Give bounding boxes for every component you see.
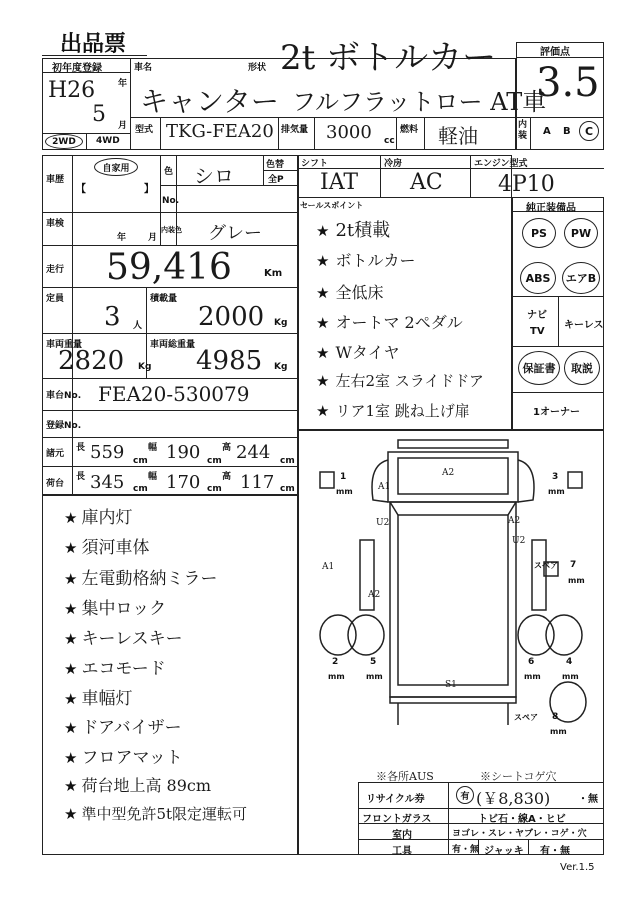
feature-item: ★ 集中ロック [64,599,167,619]
reg-month: 5 [92,102,106,127]
interior-grade-b: B [563,126,571,137]
dim-height: 244 [236,442,271,463]
equip-warranty: 保証書 [518,351,560,385]
equip-airbag: エアB [562,262,600,294]
model: TKG-FEA20 [166,121,274,142]
equipment-title: 純正装備品 [526,203,576,214]
body-color: シロ [194,164,234,188]
use-type: 自家用 [94,158,138,176]
feature-item: ★ 庫内灯 [64,508,133,528]
note-seat-burn: ※シートコゲ穴 [480,770,557,783]
cargo-width: 170 [166,472,201,493]
spare-label-1: スペア [534,561,558,570]
version: Ver.1.5 [560,862,595,873]
dim-width: 190 [166,442,201,463]
mark-a2-top: A2 [442,468,455,478]
first-reg-label: 初年度登録 [52,63,102,74]
chassis-number: FEA20-530079 [98,382,250,406]
mark-a1-side: A1 [322,562,335,572]
fuel: 軽油 [438,124,478,148]
feature-item: ★ 荷台地上高 89cm [64,776,212,795]
feature-item: ★ 準中型免許5t限定運転可 [64,805,248,823]
cargo-length: 345 [90,472,125,493]
equip-pw: PW [564,218,598,248]
interior-color: グレー [208,223,262,244]
tire-label-7: 7 [570,560,577,570]
tire-label-8: 8 [552,712,559,722]
sales-point-item: ★ 2t積載 [316,220,391,241]
equip-manual: 取説 [564,351,600,385]
shift: IAT [320,170,359,195]
interior-grade-a: A [543,126,551,137]
gross-weight: 4985 [196,346,263,376]
rating-value: 3.5 [536,60,600,106]
interior-grade-c: C [579,121,599,141]
rating-label: 評価点 [540,47,570,58]
sales-point-item: ★ 左右2室 スライドドア [316,372,484,390]
tire-label-2: 2 [332,657,339,667]
mark-a2-left: A2 [368,590,381,600]
feature-item: ★ キーレスキー [64,629,183,649]
feature-item: ★ 左電動格納ミラー [64,569,218,589]
sales-point-item: ★ ボトルカー [316,251,416,270]
tire-label-3: 3 [552,472,559,482]
displacement: 3000 [326,122,372,143]
mileage: 59,416 [106,247,232,288]
capacity: 3 [104,302,121,332]
mark-s1: S1 [445,680,457,690]
drive-2wd: 2WD [45,134,83,149]
mark-a2-right: A2 [508,516,521,526]
feature-item: ★ 須河車体 [64,538,150,558]
car-name: キャンター [140,85,279,118]
engine-model: 4P10 [498,172,555,197]
recycle-yes: 有 [456,786,474,804]
load: 2000 [198,302,265,332]
shape: フルフラットロー AT車 [292,88,547,116]
equip-abs: ABS [520,262,556,294]
model-name-big: 2t ボトルカー [280,38,497,78]
sales-point-item: ★ 全低床 [316,283,384,302]
vehicle-weight: 2820 [58,346,125,376]
feature-item: ★ エコモード [64,659,166,679]
equip-ps: PS [522,218,556,248]
feature-item: ★ ドアバイザー [64,718,182,738]
dim-length: 559 [90,442,125,463]
page-title: 出品票 [60,32,127,57]
era-year: H26 [48,78,96,103]
drive-4wd: 4WD [96,136,120,146]
recycle-value: (￥8,830) [476,789,551,808]
feature-item: ★ フロアマット [64,748,183,768]
sales-point-item: ★ Wタイヤ [316,343,400,362]
cargo-height: 117 [240,472,275,493]
tire-label-6: 6 [528,657,535,667]
spare-label-2: スペア [514,713,538,722]
tire-label-5: 5 [370,657,377,667]
sales-point-item: ★ オートマ 2ペダル [316,313,463,332]
mark-a1-left: A1 [378,482,391,492]
sales-point-item: ★ リア1室 跳ね上げ扉 [316,402,470,420]
title-underline [42,55,147,56]
tire-label-4: 4 [566,657,573,667]
tire-label-1: 1 [340,472,347,482]
note-various-aus: ※各所AUS [376,770,434,783]
ac: AC [410,170,443,195]
one-owner: 1オーナー [533,407,580,418]
mark-u2-right: U2 [512,536,526,546]
mark-u2-left: U2 [376,518,390,528]
feature-item: ★ 車幅灯 [64,689,133,709]
